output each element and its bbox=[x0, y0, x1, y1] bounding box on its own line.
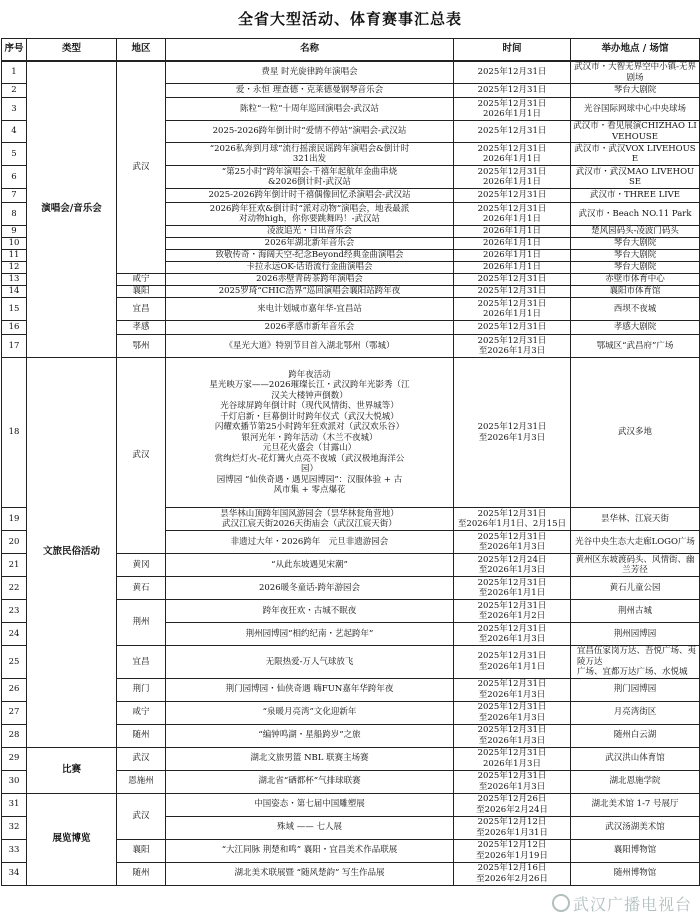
category-cell: 演唱会/音乐会 bbox=[27, 61, 117, 358]
header-time: 时间 bbox=[454, 39, 571, 62]
event-time-cell: 2025年12月31日 至2026年1月3日 bbox=[454, 724, 571, 747]
region-cell: 随州 bbox=[117, 862, 166, 885]
row-number: 33 bbox=[2, 839, 27, 862]
row-number: 34 bbox=[2, 862, 27, 885]
venue-cell: 武汉汤湖美术馆 bbox=[571, 816, 700, 839]
venue-cell: 荆州园博园 bbox=[571, 623, 700, 646]
row-number: 10 bbox=[2, 238, 27, 250]
event-name-cell: 2025-2026跨年倒计时千禧偶像回忆杀演唱会-武汉站 bbox=[166, 189, 454, 203]
event-time-cell: 2025年12月31日 至2026年1月2日 bbox=[454, 600, 571, 623]
row-number: 22 bbox=[2, 577, 27, 600]
event-time-cell: 2025年12月31日 2026年1月1日 bbox=[454, 143, 571, 166]
region-cell: 咸宁 bbox=[117, 274, 166, 286]
venue-cell: 襄阳市体育馆 bbox=[571, 286, 700, 298]
event-name-cell: 2026年湖北新年音乐会 bbox=[166, 238, 454, 250]
header-venue: 举办地点 / 场馆 bbox=[571, 39, 700, 62]
event-name-cell: 跨年夜活动 星光映万家——2026璀璨长江・武汉跨年光影秀（江 汉关大楼钟声倒数） 光谷球屏跨年倒计时（现代风情街、世界城等） 千灯启新・巨幕倒计时跨年仪式（武汉大悦城） 闪耀欢播节第25小时跨年狂欢派对（武汉欢乐谷） 银河光年・跨年活动（木兰不夜城） 元旦花火盛会（甘露山） 赏绚烂灯火-花灯篝火点亮不夜城（武汉极地海洋公 园） 园博园 “仙侠奇遇・遇见园博园”：汉服体验 + 古 风市集 + 零点爆花 bbox=[166, 358, 454, 508]
category-cell: 比赛 bbox=[27, 747, 117, 793]
row-number: 32 bbox=[2, 816, 27, 839]
event-name-cell: 2026暖冬童话-跨年游园会 bbox=[166, 577, 454, 600]
event-time-cell: 2025年12月26日 至2026年2月24日 bbox=[454, 793, 571, 816]
event-time-cell: 2025年12月12日 至2026年1月19日 bbox=[454, 839, 571, 862]
event-time-cell: 2026年1月1日 bbox=[454, 250, 571, 262]
region-cell: 武汉 bbox=[117, 793, 166, 839]
header-name: 名称 bbox=[166, 39, 454, 62]
venue-cell: 湖北美术馆 1-7 号展厅 bbox=[571, 793, 700, 816]
venue-cell: 武汉市・武汉VOX LIVEHOUSE bbox=[571, 143, 700, 166]
region-cell: 鄂州 bbox=[117, 335, 166, 358]
event-time-cell: 2025年12月31日 至2026年1月1日 bbox=[454, 577, 571, 600]
row-number: 26 bbox=[2, 678, 27, 701]
event-time-cell: 2025年12月31日 至2026年1月3日 bbox=[454, 335, 571, 358]
event-time-cell: 2025年12月31日 2026年1月1日 bbox=[454, 298, 571, 321]
venue-cell: 襄阳博物馆 bbox=[571, 839, 700, 862]
venue-cell: 武汉洪山体育馆 bbox=[571, 747, 700, 770]
event-time-cell: 2025年12月31日 bbox=[454, 321, 571, 335]
region-cell: 黄冈 bbox=[117, 554, 166, 577]
event-time-cell: 2025年12月31日 2026年1月3日 bbox=[454, 747, 571, 770]
row-number: 8 bbox=[2, 203, 27, 226]
category-cell: 展览博览 bbox=[27, 793, 117, 885]
event-name-cell: 荆门园博园・仙侠奇遇 嗨FUN嘉年华跨年夜 bbox=[166, 678, 454, 701]
row-number: 5 bbox=[2, 143, 27, 166]
event-name-cell: 爱・永恒 理查德・克莱德曼钢琴音乐会 bbox=[166, 84, 454, 98]
region-cell: 宜昌 bbox=[117, 646, 166, 679]
row-number: 16 bbox=[2, 321, 27, 335]
region-cell: 襄阳 bbox=[117, 286, 166, 298]
venue-cell: 宜昌伍家岗万达、吾悦广场、夷陵万达 广场、宜都万达广场、水悦城 bbox=[571, 646, 700, 679]
region-cell: 随州 bbox=[117, 724, 166, 747]
table-body bbox=[2, 61, 700, 885]
table-header-row bbox=[2, 39, 700, 62]
event-name-cell: 凌波追光・日出音乐会 bbox=[166, 226, 454, 238]
event-time-cell: 2025年12月31日 bbox=[454, 274, 571, 286]
event-name-cell: 致敬传奇・海阔天空-纪念Beyond经典金曲演唱会 bbox=[166, 250, 454, 262]
table-row bbox=[2, 358, 700, 508]
venue-cell: 武汉市・武汉MAO LIVEHOUSE bbox=[571, 166, 700, 189]
event-name-cell: “从此东坡遇见宋潮” bbox=[166, 554, 454, 577]
row-number: 13 bbox=[2, 274, 27, 286]
region-cell: 武汉 bbox=[117, 61, 166, 274]
event-name-cell: 非遗过大年・2026跨年 元旦非遗游园会 bbox=[166, 531, 454, 554]
row-number: 9 bbox=[2, 226, 27, 238]
venue-cell: 武汉市・Beach NO.11 Park bbox=[571, 203, 700, 226]
event-name-cell: 2025-2026跨年倒计时“爱情不停站”演唱会-武汉站 bbox=[166, 121, 454, 143]
venue-cell: 随州博物馆 bbox=[571, 862, 700, 885]
region-cell: 宜昌 bbox=[117, 298, 166, 321]
event-time-cell: 2025年12月31日 bbox=[454, 121, 571, 143]
venue-cell: 湖北恩施学院 bbox=[571, 770, 700, 793]
venue-cell: 光谷国际网球中心中央球场 bbox=[571, 98, 700, 121]
row-number: 4 bbox=[2, 121, 27, 143]
region-cell: 武汉 bbox=[117, 358, 166, 554]
event-time-cell: 2025年12月31日 至2026年1月3日 bbox=[454, 358, 571, 508]
region-cell: 恩施州 bbox=[117, 770, 166, 793]
region-cell: 武汉 bbox=[117, 747, 166, 770]
event-name-cell: 2026赤壁青砖茶跨年演唱会 bbox=[166, 274, 454, 286]
event-time-cell: 2025年12月31日 bbox=[454, 286, 571, 298]
table-row bbox=[2, 61, 700, 84]
region-cell: 黄石 bbox=[117, 577, 166, 600]
venue-cell: 鄂城区“武昌府”广场 bbox=[571, 335, 700, 358]
event-name-cell: 陈粒“一粒”十周年巡回演唱会-武汉站 bbox=[166, 98, 454, 121]
header-no: 序号 bbox=[2, 39, 27, 62]
venue-cell: 武汉多地 bbox=[571, 358, 700, 508]
venue-cell: 武汉市・大智无界空中小镇-无界剧场 bbox=[571, 61, 700, 84]
event-name-cell: 湖北美术联展暨 “随风楚韵” 写生作品展 bbox=[166, 862, 454, 885]
event-time-cell: 2025年12月31日 至2026年1月1日、2月15日 bbox=[454, 508, 571, 531]
venue-cell: 赤壁市体育中心 bbox=[571, 274, 700, 286]
event-time-cell: 2025年12月31日 至2026年1月3日 bbox=[454, 701, 571, 724]
event-name-cell: “大江同脉 荆楚和鸣” 襄阳・宜昌美术作品联展 bbox=[166, 839, 454, 862]
venue-cell: 楚风园码头-凌波门码头 bbox=[571, 226, 700, 238]
table-row bbox=[2, 793, 700, 816]
venue-cell: 黄州区东坡渡码头、风情街、幽兰芳径 bbox=[571, 554, 700, 577]
event-name-cell: 卡拉永远OK-话语流行金曲演唱会 bbox=[166, 262, 454, 274]
event-name-cell: 2025罗琦“CHIC浩界”巡回演唱会襄阳站跨年夜 bbox=[166, 286, 454, 298]
event-time-cell: 2025年12月31日 2026年1月1日 bbox=[454, 203, 571, 226]
event-name-cell: 2026孝感市新年音乐会 bbox=[166, 321, 454, 335]
row-number: 7 bbox=[2, 189, 27, 203]
event-name-cell: 荆州园博园“相约纪南・艺起跨年” bbox=[166, 623, 454, 646]
row-number: 17 bbox=[2, 335, 27, 358]
event-name-cell: 湖北文旅男篮 NBL 联赛主场赛 bbox=[166, 747, 454, 770]
row-number: 14 bbox=[2, 286, 27, 298]
venue-cell: 昙华林、江宸天街 bbox=[571, 508, 700, 531]
row-number: 2 bbox=[2, 84, 27, 98]
event-time-cell: 2025年12月12日 至2026年1月31日 bbox=[454, 816, 571, 839]
event-name-cell: 昙华林山顶跨年国风游园会（昙华林瓮角营地） 武汉江宸天街2026天街庙会（武汉江宸天街） bbox=[166, 508, 454, 531]
event-name-cell: 跨年夜狂欢・古城不眠夜 bbox=[166, 600, 454, 623]
event-time-cell: 2025年12月31日 bbox=[454, 61, 571, 84]
row-number: 29 bbox=[2, 747, 27, 770]
row-number: 21 bbox=[2, 554, 27, 577]
venue-cell: 琴台大剧院 bbox=[571, 250, 700, 262]
row-number: 12 bbox=[2, 262, 27, 274]
event-name-cell: “编钟鸣湖・星船跨岁”之旅 bbox=[166, 724, 454, 747]
category-cell: 文旅民俗活动 bbox=[27, 358, 117, 748]
event-name-cell: “2026私奔到月球”流行摇滚民谣跨年演唱会&倒计时 321出发 bbox=[166, 143, 454, 166]
venue-cell: 琴台大剧院 bbox=[571, 238, 700, 250]
event-name-cell: 中国姿态・第七届中国雕塑展 bbox=[166, 793, 454, 816]
venue-cell: 孝感大剧院 bbox=[571, 321, 700, 335]
header-region: 地区 bbox=[117, 39, 166, 62]
row-number: 19 bbox=[2, 508, 27, 531]
event-time-cell: 2025年12月31日 至2026年1月1日 bbox=[454, 646, 571, 679]
table-row bbox=[2, 747, 700, 770]
venue-cell: 光谷中央生态大走廊LOGO广场 bbox=[571, 531, 700, 554]
event-time-cell: 2026年1月1日 bbox=[454, 226, 571, 238]
event-name-cell: 费星 时光旋律跨年演唱会 bbox=[166, 61, 454, 84]
region-cell: 咸宁 bbox=[117, 701, 166, 724]
page-title: 全省大型活动、体育赛事汇总表 bbox=[237, 10, 462, 28]
venue-cell: 黄石儿童公园 bbox=[571, 577, 700, 600]
events-table bbox=[1, 38, 700, 886]
event-time-cell: 2025年12月31日 bbox=[454, 84, 571, 98]
event-time-cell: 2025年12月31日 至2026年1月3日 bbox=[454, 770, 571, 793]
venue-cell: 武汉市・看见展演CHIZHAO LIVEHOUSE bbox=[571, 121, 700, 143]
event-time-cell: 2025年12月31日 2026年1月1日 bbox=[454, 166, 571, 189]
event-time-cell: 2025年12月24日 至2026年1月3日 bbox=[454, 554, 571, 577]
region-cell: 荆门 bbox=[117, 678, 166, 701]
event-name-cell: 殊域 —— 七人展 bbox=[166, 816, 454, 839]
event-name-cell: 湖北省“硒都杯”气排球联赛 bbox=[166, 770, 454, 793]
broadcast-logo-icon bbox=[552, 894, 570, 912]
venue-cell: 荆门园博园 bbox=[571, 678, 700, 701]
row-number: 30 bbox=[2, 770, 27, 793]
watermark bbox=[552, 892, 692, 915]
venue-cell: 琴台大剧院 bbox=[571, 262, 700, 274]
row-number: 15 bbox=[2, 298, 27, 321]
row-number: 27 bbox=[2, 701, 27, 724]
event-time-cell: 2026年1月1日 bbox=[454, 238, 571, 250]
row-number: 31 bbox=[2, 793, 27, 816]
event-name-cell: “第25小时”跨年演唱会-千禧年起航年金曲串烧 &2026倒计时-武汉站 bbox=[166, 166, 454, 189]
row-number: 3 bbox=[2, 98, 27, 121]
region-cell: 孝感 bbox=[117, 321, 166, 335]
event-time-cell: 2025年12月31日 bbox=[454, 189, 571, 203]
venue-cell: 随州白云湖 bbox=[571, 724, 700, 747]
row-number: 6 bbox=[2, 166, 27, 189]
watermark-text: 武汉广播电视台 bbox=[572, 895, 692, 914]
header-type: 类型 bbox=[27, 39, 117, 62]
venue-cell: 琴台大剧院 bbox=[571, 84, 700, 98]
row-number: 18 bbox=[2, 358, 27, 508]
region-cell: 襄阳 bbox=[117, 839, 166, 862]
region-cell: 荆州 bbox=[117, 600, 166, 646]
row-number: 20 bbox=[2, 531, 27, 554]
event-time-cell: 2025年12月31日 至2026年1月3日 bbox=[454, 531, 571, 554]
row-number: 24 bbox=[2, 623, 27, 646]
row-number: 11 bbox=[2, 250, 27, 262]
event-name-cell: 来电计划城市嘉年华-宜昌站 bbox=[166, 298, 454, 321]
venue-cell: 荆州古城 bbox=[571, 600, 700, 623]
event-time-cell: 2025年12月31日 至2026年1月3日 bbox=[454, 623, 571, 646]
event-name-cell: 《星光大道》特别节目首入湖北鄂州（鄂城） bbox=[166, 335, 454, 358]
venue-cell: 月亮湾街区 bbox=[571, 701, 700, 724]
event-time-cell: 2025年12月31日 2026年1月1日 bbox=[454, 98, 571, 121]
event-time-cell: 2026年1月1日 bbox=[454, 262, 571, 274]
venue-cell: 武汉市・THREE LIVE bbox=[571, 189, 700, 203]
event-name-cell: “泉暖月亮湾”文化迎新年 bbox=[166, 701, 454, 724]
event-time-cell: 2025年12月31日 至2026年1月3日 bbox=[454, 678, 571, 701]
row-number: 1 bbox=[2, 61, 27, 84]
venue-cell: 西坝不夜城 bbox=[571, 298, 700, 321]
event-name-cell: 2026跨年狂欢&倒计时“派对动物”演唱会，地表最派 对动物high，你你要跳舞吗！-武汉站 bbox=[166, 203, 454, 226]
event-time-cell: 2025年12月16日 至2026年2月26日 bbox=[454, 862, 571, 885]
row-number: 25 bbox=[2, 646, 27, 679]
event-name-cell: 无限热爱-万人气球放飞 bbox=[166, 646, 454, 679]
row-number: 23 bbox=[2, 600, 27, 623]
row-number: 28 bbox=[2, 724, 27, 747]
